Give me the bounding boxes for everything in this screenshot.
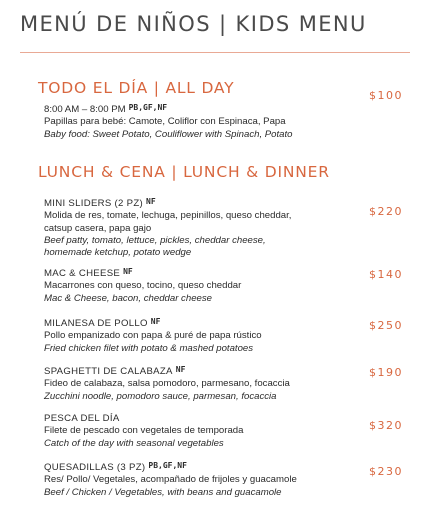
menu-item-pesca-del-dia xyxy=(44,413,364,450)
item-description-es: Macarrones con queso, tocino, queso cheddar xyxy=(44,280,242,292)
item-price: $140 xyxy=(369,268,403,281)
dietary-tags: NF xyxy=(123,267,133,276)
item-price: $190 xyxy=(369,366,403,379)
item-description-es: Papillas para bebé: Camote, Coliflor con Espinaca, Papa xyxy=(44,116,286,128)
dietary-tags: PB,GF,NF xyxy=(148,461,187,470)
item-description-en: Beef patty, tomato, lettuce, pickles, cheddar cheese, xyxy=(44,234,266,246)
menu-item-mac-and-cheese xyxy=(44,268,364,305)
menu-item-mini-sliders xyxy=(44,198,364,259)
menu-item-milanesa-de-pollo xyxy=(44,318,364,355)
item-description-en: Zucchini noodle, pomodoro sauce, parmesan, focaccia xyxy=(44,390,277,402)
item-price: $220 xyxy=(369,205,403,218)
item-name: QUESADILLAS (3 PZ) xyxy=(44,462,146,473)
item-description-es: catsup casera, papa gajo xyxy=(44,222,152,234)
item-description-es: Filete de pescado con vegetales de temporada xyxy=(44,425,244,437)
item-description-en: Mac & Cheese, bacon, cheddar cheese xyxy=(44,292,212,304)
menu-item-spaghetti-de-calabaza xyxy=(44,366,364,403)
item-description-es: Fideo de calabaza, salsa pomodoro, parmesano, focaccia xyxy=(44,378,290,390)
item-description-en: Beef / Chicken / Vegetables, with beans and guacamole xyxy=(44,486,282,498)
item-name: MAC & CHEESE xyxy=(44,268,121,279)
all-day-price: $100 xyxy=(369,89,403,102)
section-heading-lunch-dinner: LUNCH & CENA | LUNCH & DINNER xyxy=(38,163,330,181)
item-price: $250 xyxy=(369,319,403,332)
section-heading-all-day: TODO EL DÍA | ALL DAY xyxy=(38,79,235,97)
dietary-tags: NF xyxy=(146,197,156,206)
item-description-en: Catch of the day with seasonal vegetables xyxy=(44,437,224,449)
menu-item-quesadillas xyxy=(44,462,364,499)
all-day-hours: 8:00 AM – 8:00 PM xyxy=(44,104,126,115)
item-name: MINI SLIDERS (2 PZ) xyxy=(44,198,143,209)
dietary-tags: NF xyxy=(175,365,186,374)
item-price: $320 xyxy=(369,419,403,432)
dietary-tags: PB,GF,NF xyxy=(128,103,168,112)
item-description-es: Molida de res, tomate, lechuga, pepinillos, queso cheddar, xyxy=(44,210,292,222)
menu-title: MENÚ DE NIÑOS | KIDS MENU xyxy=(20,12,367,36)
item-description-es: Pollo empanizado con papa & puré de papa rústico xyxy=(44,330,262,342)
item-description-en: Baby food: Sweet Potato, Couliflower with Spinach, Potato xyxy=(44,128,293,140)
item-price: $230 xyxy=(369,465,403,478)
item-description-en: Fried chicken filet with potato & mashed potatoes xyxy=(44,342,254,354)
item-name: PESCA DEL DÍA xyxy=(44,413,120,424)
title-divider xyxy=(20,52,410,53)
item-description-en: homemade ketchup, potato wedge xyxy=(44,247,192,259)
dietary-tags: NF xyxy=(150,317,161,326)
item-name: SPAGHETTI DE CALABAZA xyxy=(44,366,173,377)
all-day-item xyxy=(44,104,364,141)
item-description-es: Res/ Pollo/ Vegetales, acompañado de frijoles y guacamole xyxy=(44,474,297,486)
item-name: MILANESA DE POLLO xyxy=(44,318,148,329)
